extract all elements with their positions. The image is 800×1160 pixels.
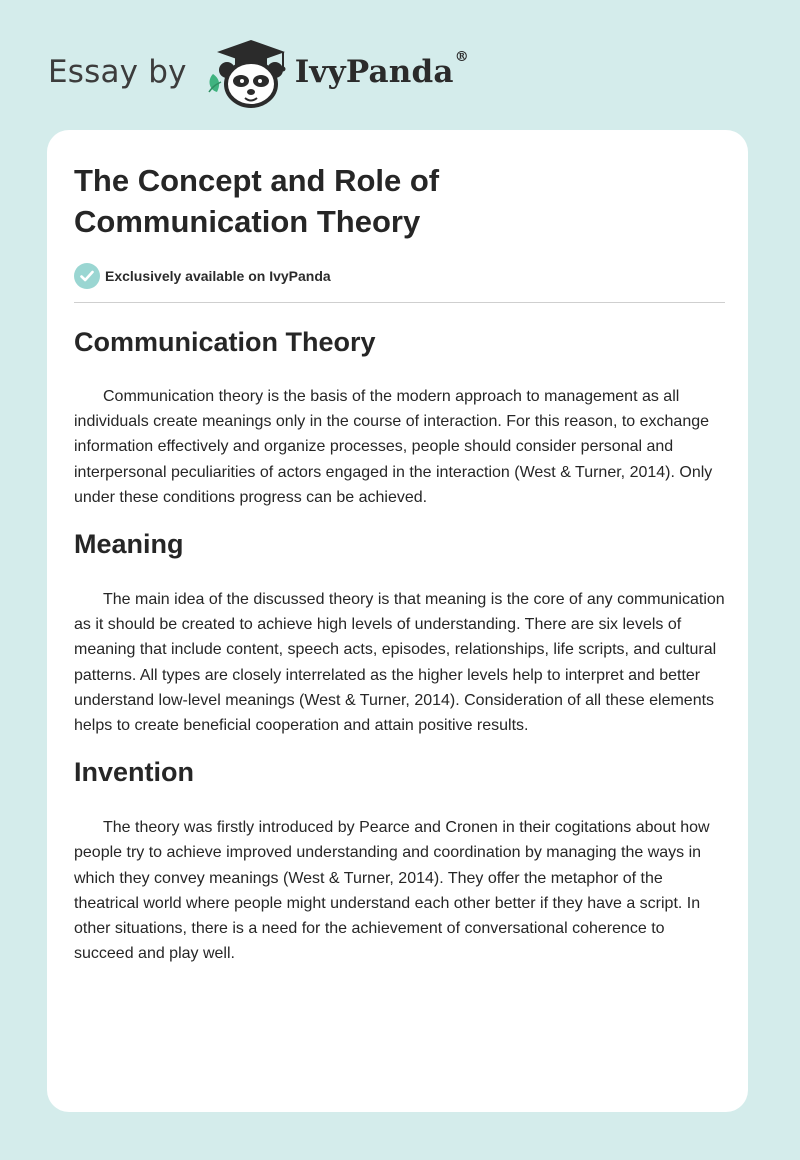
article-content xyxy=(74,160,725,966)
site-header xyxy=(48,34,469,110)
article-title xyxy=(74,160,725,242)
exclusive-badge xyxy=(74,262,725,290)
section-paragraph-meaning: The main idea of the discussed theory is that meaning is the core of any communication as it should be created to achieve high levels of understanding. There are six levels of meaning that include content, speech acts, episodes, relationships, life scripts, and cultural patterns. All types are closely interrelated as the higher levels help to interpret and better understand low-level meanings (West & Turner, 2014). Consideration of all these elements helps to create beneficial cooperation and attain positive results. xyxy=(74,591,725,735)
section-heading-meaning: Meaning xyxy=(74,529,184,560)
check-icon xyxy=(74,263,100,289)
article-title-line-2: Communication Theory xyxy=(74,204,421,239)
article-title-line-1: The Concept and Role of xyxy=(74,163,440,198)
section-paragraph-communication-theory: Communication theory is the basis of the modern approach to management as all individuals create meanings only in the course of interaction. For this reason, to exchange information effectively and organize processes, people should consider personal and interpersonal peculiarities of actors engaged in the interaction (West & Turner, 2014). Only under these conditions progress can be achieved. xyxy=(74,388,713,506)
section-heading-communication-theory: Communication Theory xyxy=(74,327,376,357)
article-card xyxy=(47,130,748,1112)
brand-name[interactable] xyxy=(294,48,469,90)
title-divider xyxy=(74,302,725,303)
essay-by-label: Essay by xyxy=(48,54,187,90)
panda-graduate-icon[interactable] xyxy=(203,34,291,110)
section-heading-invention: Invention xyxy=(74,757,194,788)
section-paragraph-invention: The theory was firstly introduced by Pearce and Cronen in their cogitations about how people try to achieve improved understanding and coordination by managing the ways in which they convey meanings (West & Turner, 2014). They offer the metaphor of the theatrical world where people might understand each other better if they have a script. In other situations, there is a need for the achievement of conversational coherence to succeed and play well. xyxy=(74,819,710,963)
registered-mark: ® xyxy=(454,48,469,65)
brand-name-text: IvyPanda xyxy=(294,54,454,90)
exclusive-badge-text: Exclusively available on IvyPanda xyxy=(105,268,331,284)
